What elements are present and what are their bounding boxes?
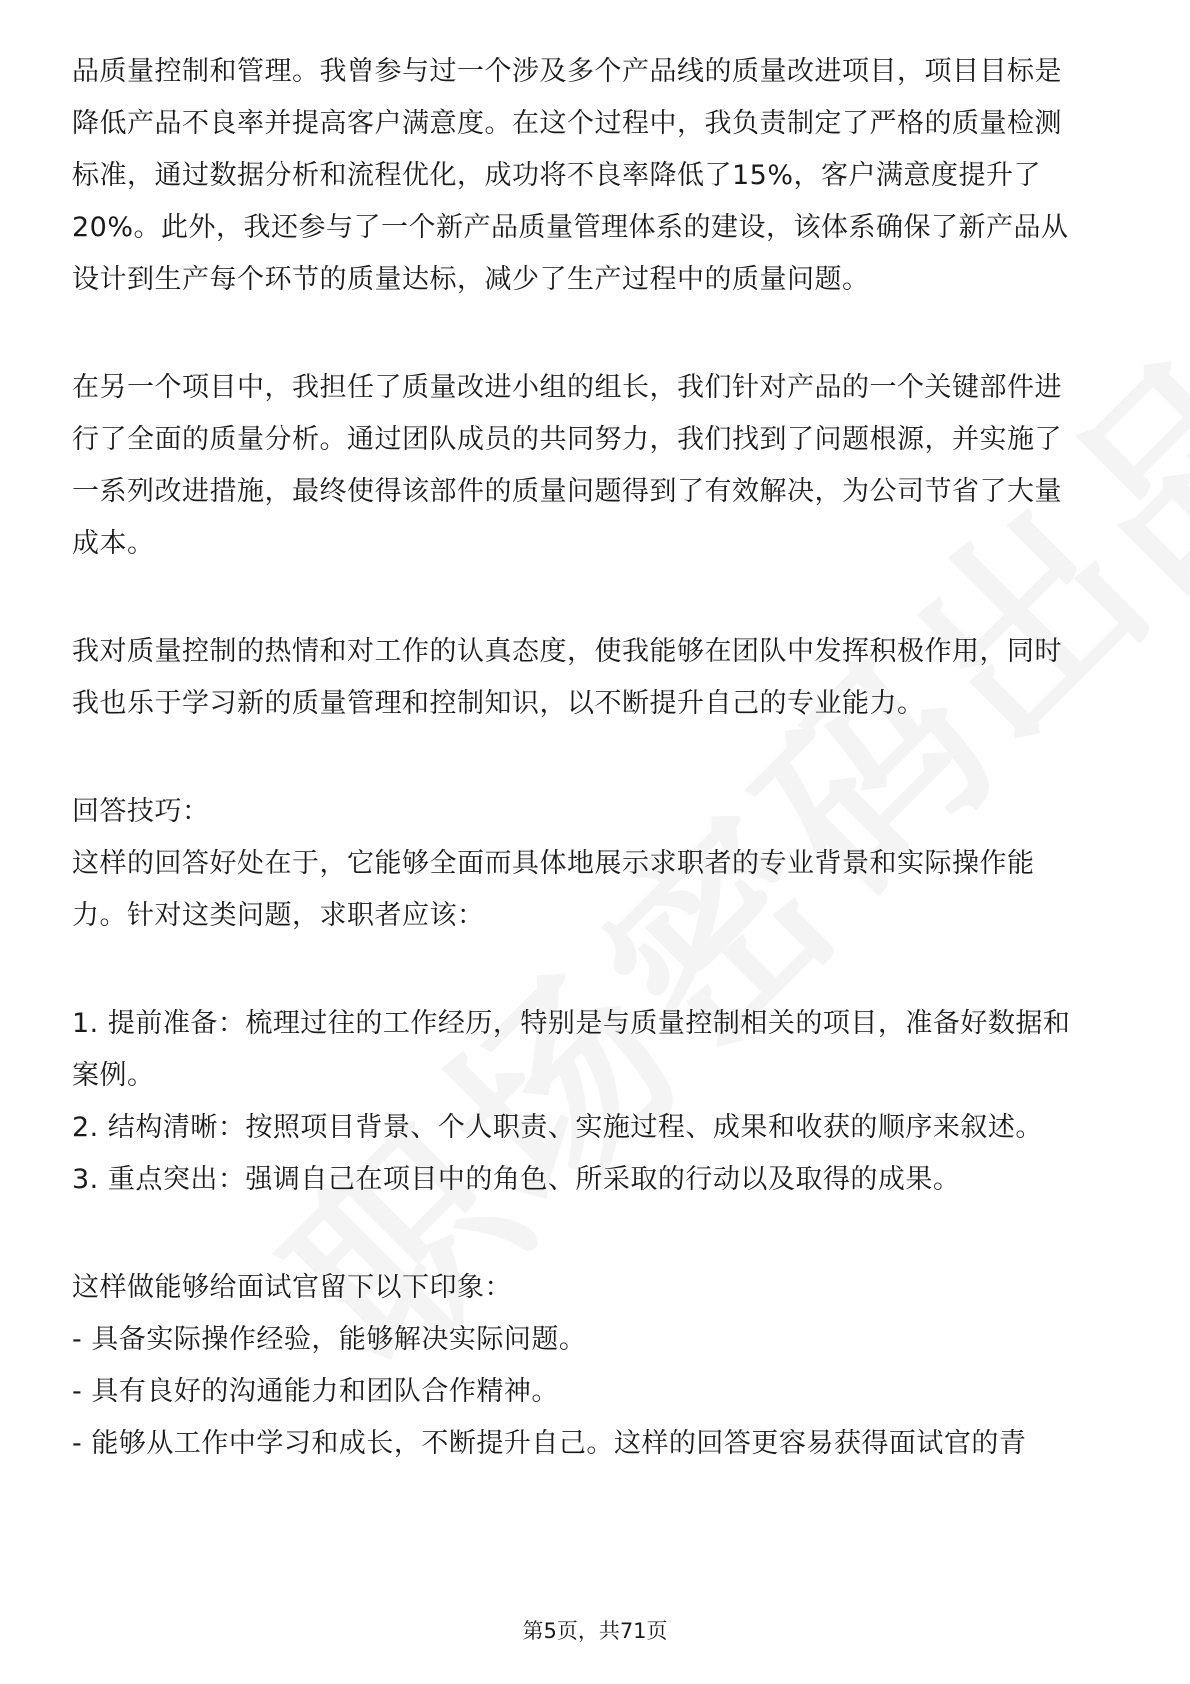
paragraph-3-line-2: 我也乐于学习新的质量管理和控制知识，以不断提升自己的专业能力。 (72, 688, 925, 719)
list-item-3: 3. 重点突出：强调自己在项目中的角色、所采取的行动以及取得的成果。 (72, 1164, 961, 1195)
bullet-item-3: - 能够从工作中学习和成长，不断提升自己。这样的回答更容易获得面试官的青 (72, 1428, 1027, 1459)
bullet-item-1: - 具备实际操作经验，能够解决实际问题。 (72, 1324, 587, 1355)
list-item-2: 2. 结构清晰：按照项目背景、个人职责、实施过程、成果和收获的顺序来叙述。 (72, 1112, 1043, 1143)
paragraph-2-line-2: 行了全面的质量分析。通过团队成员的共同努力，我们找到了问题根源，并实施了 (72, 424, 1062, 455)
bullet-item-2: - 具有良好的沟通能力和团队合作精神。 (72, 1376, 559, 1407)
paragraph-2-line-1: 在另一个项目中，我担任了质量改进小组的组长，我们针对产品的一个关键部件进 (72, 372, 1062, 403)
tips-intro-line-1: 这样的回答好处在于，它能够全面而具体地展示求职者的专业背景和实际操作能 (72, 848, 1035, 879)
paragraph-1-line-3: 标准，通过数据分析和流程优化，成功将不良率降低了15%，客户满意度提升了 (72, 160, 1042, 191)
paragraph-2-line-4: 成本。 (72, 528, 155, 559)
paragraph-1-line-1: 品质量控制和管理。我曾参与过一个涉及多个产品线的质量改进项目，项目目标是 (72, 56, 1062, 87)
paragraph-1-line-2: 降低产品不良率并提高客户满意度。在这个过程中，我负责制定了严格的质量检测 (72, 108, 1062, 139)
paragraph-1-line-4: 20%。此外，我还参与了一个新产品质量管理体系的建设，该体系确保了新产品从 (72, 212, 1069, 243)
paragraph-1-line-5: 设计到生产每个环节的质量达标，减少了生产过程中的质量问题。 (72, 264, 870, 295)
paragraph-3-line-1: 我对质量控制的热情和对工作的认真态度，使我能够在团队中发挥积极作用，同时 (72, 636, 1062, 667)
page-number-footer: 第5页，共71页 (522, 1619, 668, 1643)
tips-intro-line-2: 力。针对这类问题，求职者应该： (72, 900, 485, 931)
impression-heading: 这样做能够给面试官留下以下印象： (72, 1272, 512, 1303)
list-item-1-line-1: 1. 提前准备：梳理过往的工作经历，特别是与质量控制相关的项目，准备好数据和 (72, 1008, 1071, 1039)
tips-heading: 回答技巧： (72, 796, 210, 827)
list-item-1-line-2: 案例。 (72, 1060, 155, 1091)
paragraph-2-line-3: 一系列改进措施，最终使得该部件的质量问题得到了有效解决，为公司节省了大量 (72, 476, 1062, 507)
